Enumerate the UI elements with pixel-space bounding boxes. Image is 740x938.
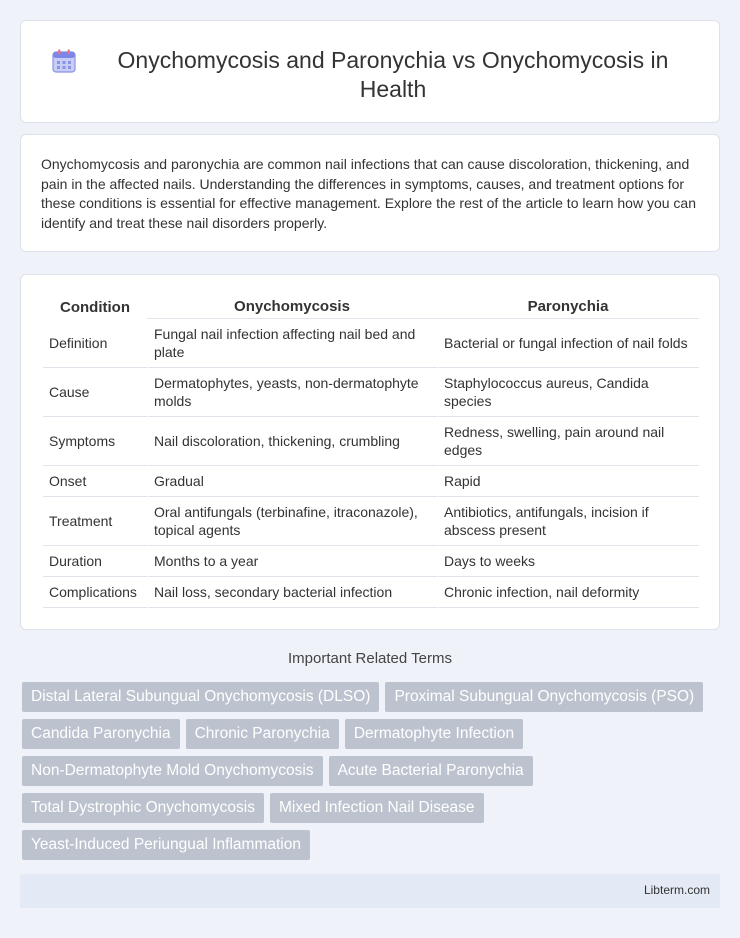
table-row — [43, 577, 699, 608]
related-terms-list — [22, 682, 722, 860]
row-label: Onset — [43, 466, 147, 497]
related-term-tag[interactable]: Candida Paronychia — [22, 719, 180, 749]
related-term-tag[interactable]: Distal Lateral Subungual Onychomycosis (DLSO) — [22, 682, 379, 712]
row-label: Complications — [43, 577, 147, 608]
paronychia-cell: Rapid — [437, 466, 699, 497]
intro-paragraph: Onychomycosis and paronychia are common nail infections that can cause discoloration, thickening, and pain in the affected nails. Understanding the differences in symptoms, causes, and treatment options for these conditions is essential for effective management. Explore the rest of the article to learn how you can identify and treat these nail disorders properly. — [41, 156, 696, 231]
related-term-tag[interactable]: Dermatophyte Infection — [345, 719, 523, 749]
table-row — [43, 546, 699, 577]
column-header-condition: Condition — [60, 299, 130, 316]
onychomycosis-cell: Months to a year — [147, 546, 437, 577]
comparison-card — [20, 274, 720, 630]
table-row — [43, 368, 699, 417]
row-label: Cause — [43, 368, 147, 417]
onychomycosis-cell: Nail discoloration, thickening, crumbling — [147, 417, 437, 466]
table-row — [43, 497, 699, 546]
row-label: Definition — [43, 319, 147, 368]
table-header-row — [43, 295, 699, 319]
paronychia-cell: Chronic infection, nail deformity — [437, 577, 699, 608]
footer — [20, 874, 720, 908]
related-term-tag[interactable]: Non-Dermatophyte Mold Onychomycosis — [22, 756, 323, 786]
row-label: Symptoms — [43, 417, 147, 466]
header-card — [20, 20, 720, 123]
paronychia-cell: Days to weeks — [437, 546, 699, 577]
onychomycosis-cell: Gradual — [147, 466, 437, 497]
onychomycosis-cell: Nail loss, secondary bacterial infection — [147, 577, 437, 608]
table-row — [43, 417, 699, 466]
related-term-tag[interactable]: Mixed Infection Nail Disease — [270, 793, 484, 823]
row-label: Treatment — [43, 497, 147, 546]
related-term-tag[interactable]: Total Dystrophic Onychomycosis — [22, 793, 264, 823]
onychomycosis-cell: Dermatophytes, yeasts, non-dermatophyte molds — [147, 368, 437, 417]
calendar-icon — [51, 48, 77, 74]
paronychia-cell: Bacterial or fungal infection of nail folds — [437, 319, 699, 368]
onychomycosis-cell: Fungal nail infection affecting nail bed and plate — [147, 319, 437, 368]
paronychia-cell: Antibiotics, antifungals, incision if abscess present — [437, 497, 699, 546]
table-row — [43, 466, 699, 497]
row-label: Duration — [43, 546, 147, 577]
header — [21, 21, 719, 104]
column-header-onychomycosis: Onychomycosis — [147, 295, 437, 319]
footer-site-link[interactable]: Libterm.com — [643, 883, 710, 897]
comparison-table — [43, 295, 699, 608]
table-row — [43, 319, 699, 368]
column-header-paronychia: Paronychia — [437, 295, 699, 319]
related-terms-heading: Important Related Terms — [288, 650, 452, 667]
page-title: Onychomycosis and Paronychia vs Onychomycosis in Health — [117, 47, 669, 102]
related-term-tag[interactable]: Yeast-Induced Periungual Inflammation — [22, 830, 310, 860]
related-term-tag[interactable]: Proximal Subungual Onychomycosis (PSO) — [385, 682, 703, 712]
related-term-tag[interactable]: Chronic Paronychia — [186, 719, 339, 749]
related-term-tag[interactable]: Acute Bacterial Paronychia — [329, 756, 533, 786]
intro-card — [20, 134, 720, 252]
paronychia-cell: Staphylococcus aureus, Candida species — [437, 368, 699, 417]
onychomycosis-cell: Oral antifungals (terbinafine, itraconazole), topical agents — [147, 497, 437, 546]
paronychia-cell: Redness, swelling, pain around nail edges — [437, 417, 699, 466]
